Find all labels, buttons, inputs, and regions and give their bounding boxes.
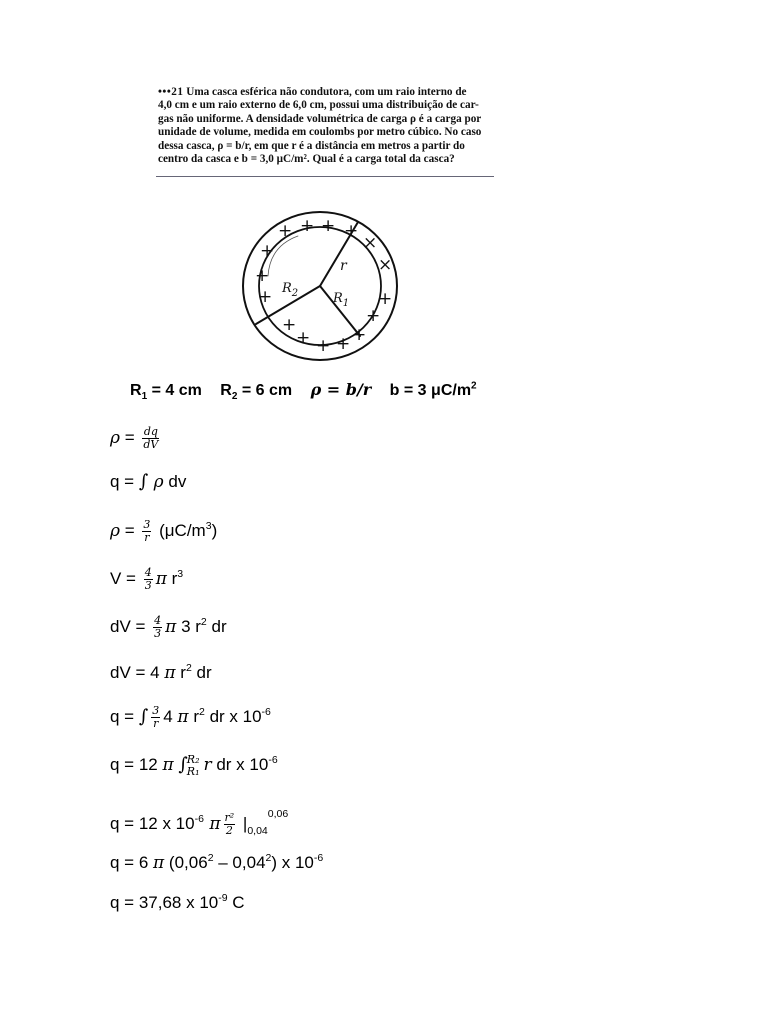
step-definite-integral: q = 12 π ∫ R₂ R₁ r dr x $10^{-6}$ <box>110 752 278 778</box>
problem-number: •••21 <box>158 86 184 98</box>
label-R2: $R_2$ <box>282 281 299 299</box>
charge-plus: + <box>344 221 359 241</box>
problem-divider <box>156 176 494 177</box>
charge-plus: + <box>316 336 331 356</box>
charge-plus: + <box>352 325 367 345</box>
charge-plus: + <box>278 221 293 241</box>
problem-line-2: 4,0 cm e um raio externo de 6,0 cm, possui uma distribuição de car- <box>158 99 479 112</box>
step-volume: V = $\frac{4}{3}$ π $r^3$ <box>110 566 184 593</box>
step-final-result: q = 37,68 x $10^{-9}$ C <box>110 892 245 912</box>
charge-plus: × <box>363 233 378 253</box>
charge-plus: + <box>282 315 297 335</box>
problem-line-4: unidade de volume, medida em coulombs por metro cúbico. No caso <box>158 126 482 139</box>
charge-plus: + <box>258 287 273 307</box>
charge-plus: + <box>300 216 315 236</box>
given-b: b = 3 $\mu C/m^2$ <box>389 380 477 399</box>
given-values <box>130 380 477 402</box>
charge-plus: + <box>366 306 381 326</box>
step-dv-simplified: dV = 4 π $r^2$ dr <box>110 662 212 683</box>
problem-line-6: centro da casca e b = 3,0 μC/m². Qual é a carga total da casca? <box>158 153 455 166</box>
charge-plus: + <box>321 216 336 236</box>
step-dv-derivative: dV = $\frac{4}{3}$ π 3 $r^2$ dr <box>110 614 227 641</box>
problem-line-3: gas não uniforme. A densidade volumétrica de carga ρ é a carga por <box>158 112 482 125</box>
charge-plus: + <box>296 328 311 348</box>
charge-plus: + <box>378 289 393 309</box>
step-density-definition: ρ = $\frac{dq}{dV}$ <box>110 425 159 451</box>
label-r: r <box>340 258 347 274</box>
label-R1: $R_1$ <box>333 291 350 309</box>
given-R1: $R_1 = 4$ cm <box>130 382 202 403</box>
step-numeric-substitution: q = 6 π (0,06$^2$ – 0,04$^2$) x $10^{-6}$ <box>110 852 324 873</box>
step-charge-integral: q = ∫ ρ dv <box>110 471 187 492</box>
step-charge-substitution: q = ∫ $\frac{3}{r}$ 4 π $r^2$ dr x $10^{-6}$ <box>110 704 271 731</box>
given-rho: ρ = b/r <box>310 380 372 399</box>
charge-symbols <box>255 216 392 356</box>
step-evaluate-limits: q = 12 x $10^{-6}$ π $\frac{\text{r²}}{2}$ $|_{0,04}^{0,06}$ <box>110 808 289 838</box>
charge-plus: × <box>378 255 393 275</box>
problem-line-5: dessa casca, ρ = b/r, em que r é a distância em metros a partir do <box>158 139 465 152</box>
charge-plus: + <box>255 266 270 286</box>
charge-plus: + <box>260 241 275 261</box>
problem-statement <box>158 86 496 166</box>
shell-diagram <box>238 206 403 366</box>
problem-line-1: •••21 Uma casca esférica não condutora, com um raio interno de <box>158 86 467 98</box>
step-rho-expression: ρ = $\frac{3}{r}$ $(\mu C/m^3)$ <box>110 518 218 545</box>
charge-plus: + <box>336 334 351 354</box>
given-R2: $R_2 = 6$ cm <box>220 382 293 403</box>
